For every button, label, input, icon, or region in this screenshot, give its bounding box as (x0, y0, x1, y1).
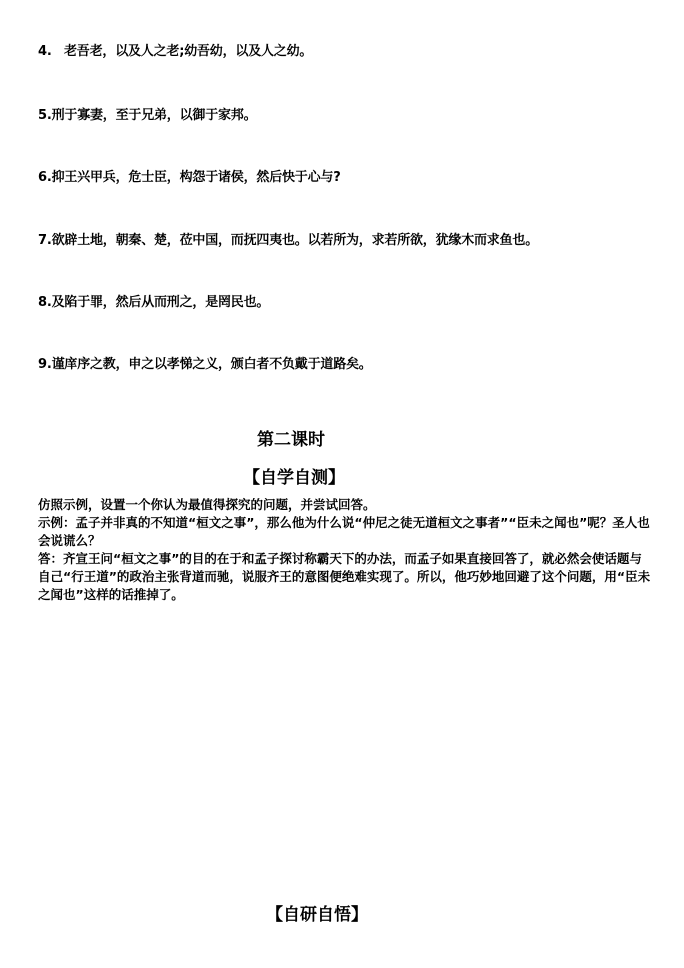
section-heading-self-study: 【自研自悟】 (266, 905, 368, 925)
question-number: 8. (38, 295, 52, 310)
question-number: 9. (38, 357, 52, 372)
instruction-text: 仿照示例，设置一个你认为最值得探究的问题，并尝试回答。 (38, 497, 376, 512)
question-number: 4. (38, 44, 52, 59)
question-number: 5. (38, 108, 52, 123)
answer-text: 答：齐宣王问“桓文之事”的目的在于和孟子探讨称霸天下的办法，而孟子如果直接回答了，就必然会使话题与自己“行王道”的政治主张背道而驰，说服齐王的意图便绝难实现了。所以，他巧妙地回避了这个问题，用“臣未之闻也”这样的话推掉了。 (38, 551, 651, 602)
question-text: 谨庠序之教，申之以孝悌之义，颁白者不负戴于道路矣。 (51, 357, 372, 372)
question-number: 6. (38, 170, 52, 185)
section-heading-self-test: 【自学自测】 (243, 468, 345, 488)
self-test-content (38, 496, 653, 604)
question-text: 刑于寡妻，至于兄弟，以御于家邦。 (51, 108, 257, 123)
question-text: 老吾老，以及人之老;幼吾幼，以及人之幼。 (64, 44, 313, 59)
question-text: 抑王兴甲兵，危士臣，构怨于诸侯，然后快于心与? (51, 170, 341, 185)
question-8 (38, 291, 269, 310)
question-text: 欲辟土地，朝秦、楚，莅中国，而抚四夷也。以若所为，求若所欲，犹缘木而求鱼也。 (51, 233, 538, 248)
lesson-title: 第二课时 (257, 430, 325, 450)
question-6 (38, 166, 341, 185)
question-number: 7. (38, 233, 52, 248)
question-7 (38, 229, 538, 248)
example-text: 示例：孟子并非真的不知道“桓文之事”，那么他为什么说“仲尼之徒无道桓文之事者”“臣未之闻也”呢？圣人也会说谎么？ (38, 515, 650, 548)
question-9 (38, 353, 372, 372)
question-text: 及陷于罪，然后从而刑之，是罔民也。 (51, 295, 270, 310)
question-4 (38, 40, 312, 59)
question-5 (38, 104, 256, 123)
